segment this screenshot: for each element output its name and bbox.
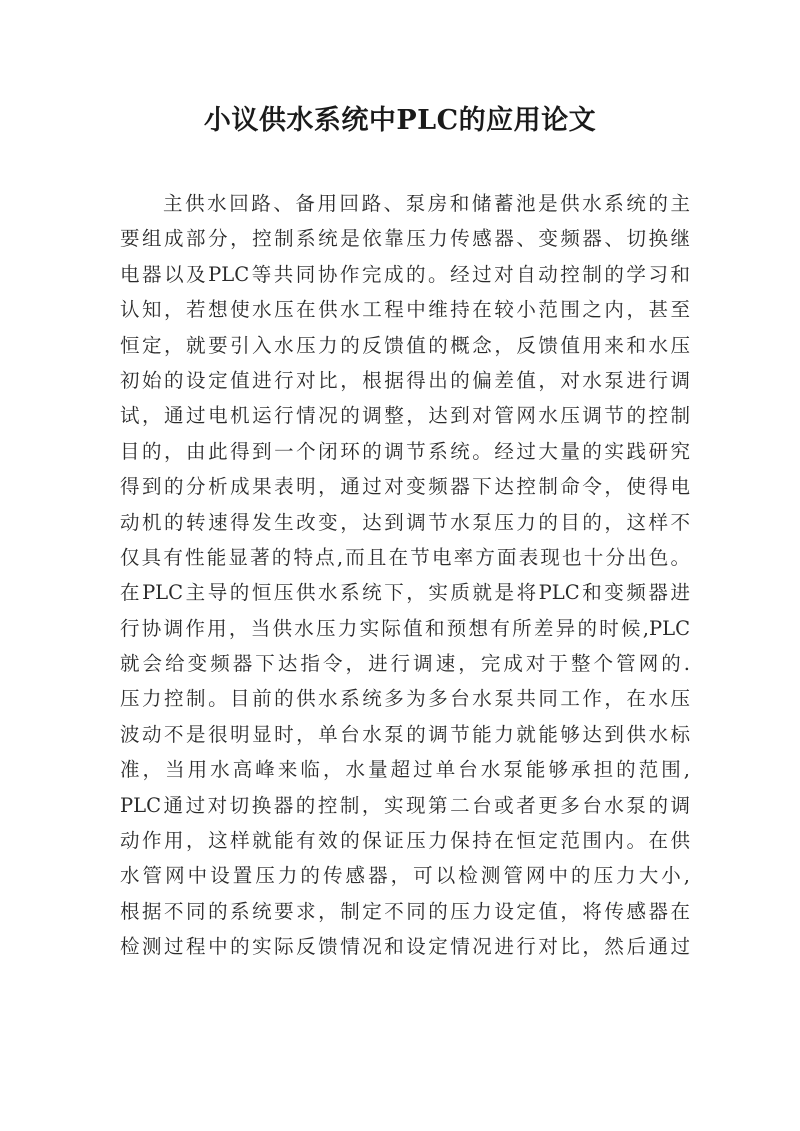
document-body (120, 186, 690, 965)
paragraph-line: PLC通过对切换器的控制，实现第二台或者更多台水泵的调 (120, 793, 690, 817)
paragraph-line: 压力控制。目前的供水系统多为多台水泵共同工作，在水压 (120, 687, 690, 711)
paragraph-line: 行协调作用，当供水压力实际值和预想有所差异的时候,PLC (120, 616, 690, 640)
paragraph-line: 检测过程中的实际反馈情况和设定情况进行对比，然后通过 (120, 935, 690, 959)
paragraph-line: 电器以及PLC等共同协作完成的。经过对自动控制的学习和 (120, 262, 690, 286)
paragraph-line: 试，通过电机运行情况的调整，达到对管网水压调节的控制 (120, 404, 690, 428)
paragraph-line: 要组成部分，控制系统是依靠压力传感器、变频器、切换继 (120, 227, 690, 251)
document-title: 小议供水系统中PLC的应用论文 (203, 105, 597, 136)
paragraph-line: 动作用，这样就能有效的保证压力保持在恒定范围内。在供 (120, 829, 690, 853)
paragraph-line: 得到的分析成果表明，通过对变频器下达控制命令，使得电 (120, 475, 690, 499)
paragraph-line: 波动不是很明显时，单台水泵的调节能力就能够达到供水标 (120, 722, 690, 746)
paragraph-line: 根据不同的系统要求，制定不同的压力设定值，将传感器在 (120, 899, 690, 923)
paragraph-line: 仅具有性能显著的特点,而且在节电率方面表现也十分出色。 (120, 545, 690, 569)
paragraph-line: 初始的设定值进行对比，根据得出的偏差值，对水泵进行调 (120, 368, 690, 392)
paragraph-line: 就会给变频器下达指令，进行调速，完成对于整个管网的. (120, 652, 690, 676)
paragraph-line: 动机的转速得发生改变，达到调节水泵压力的目的，这样不 (120, 510, 690, 534)
paragraph-line: 水管网中设置压力的传感器，可以检测管网中的压力大小, (120, 864, 690, 888)
paragraph-line: 认知，若想使水压在供水工程中维持在较小范围之内，甚至 (120, 298, 690, 322)
paragraph-line: 准，当用水高峰来临，水量超过单台水泵能够承担的范围, (120, 758, 690, 782)
paragraph-line: 恒定，就要引入水压力的反馈值的概念，反馈值用来和水压 (120, 333, 690, 357)
paragraph-line: 目的，由此得到一个闭环的调节系统。经过大量的实践研究 (120, 439, 690, 463)
paragraph-line: 在PLC主导的恒压供水系统下，实质就是将PLC和变频器进 (120, 581, 690, 605)
paragraph-line: 主供水回路、备用回路、泵房和储蓄池是供水系统的主 (163, 192, 690, 215)
